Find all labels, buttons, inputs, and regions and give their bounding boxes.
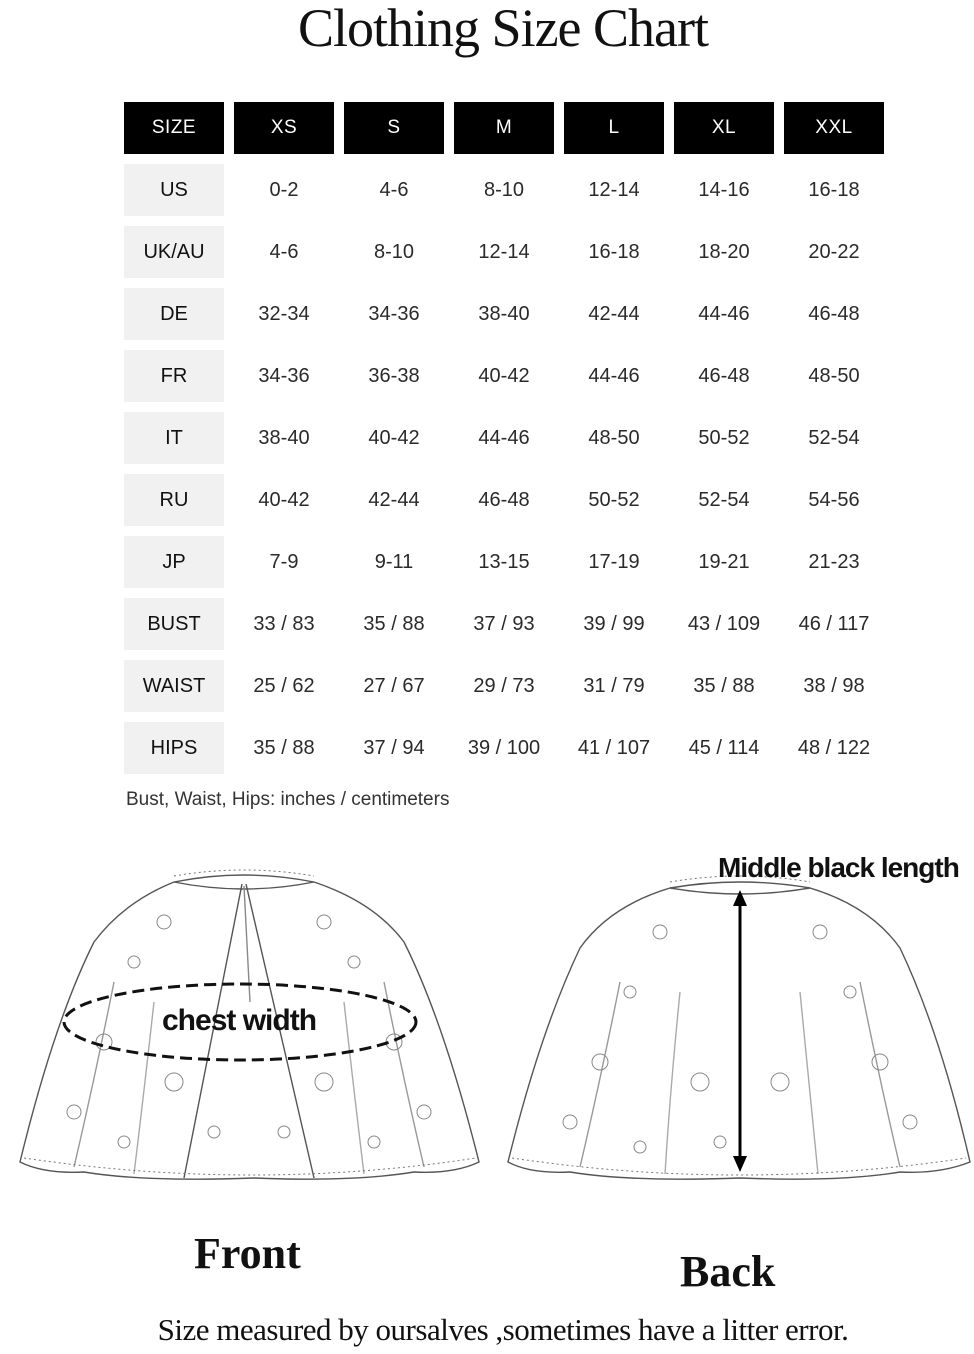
header-cell: SIZE	[124, 102, 224, 154]
table-row	[124, 350, 884, 402]
units-note: Bust, Waist, Hips: inches / centimeters	[126, 789, 450, 810]
table-cell: 35 / 88	[253, 736, 315, 759]
table-cell: 16-18	[808, 178, 860, 201]
table-cell: 44-46	[478, 426, 530, 449]
table-cell: 32-34	[258, 302, 310, 325]
table-row	[124, 226, 884, 278]
table-row	[124, 474, 884, 526]
table-cell: 52-54	[808, 426, 860, 449]
row-label: IT	[124, 412, 224, 464]
table-cell: 35 / 88	[693, 674, 755, 697]
table-cell: 12-14	[478, 240, 530, 263]
footer-note: Size measured by oursalves ,sometimes have a litter error.	[157, 1312, 849, 1347]
table-cell: 29 / 73	[473, 674, 535, 697]
table-cell: 27 / 67	[363, 674, 425, 697]
table-cell: 50-52	[698, 426, 750, 449]
table-cell: 34-36	[258, 364, 310, 387]
table-cell: 36-38	[368, 364, 420, 387]
table-cell: 21-23	[808, 550, 860, 573]
table-cell: 7-9	[269, 550, 299, 573]
header-cell: M	[454, 102, 554, 154]
table-cell: 46-48	[478, 488, 530, 511]
table-cell: 38 / 98	[803, 674, 865, 697]
table-cell: 52-54	[698, 488, 750, 511]
table-cell: 50-52	[588, 488, 640, 511]
table-cell: 9-11	[374, 550, 414, 573]
table-cell: 46 / 117	[798, 612, 870, 635]
table-cell: 33 / 83	[253, 612, 315, 635]
table-cell: 44-46	[698, 302, 750, 325]
table-cell: 48-50	[588, 426, 640, 449]
row-label: WAIST	[124, 660, 224, 712]
table-cell: 31 / 79	[583, 674, 645, 697]
table-cell: 8-10	[373, 240, 415, 263]
header-cell: XXL	[784, 102, 884, 154]
size-table	[124, 102, 884, 784]
back-label: Back	[680, 1247, 776, 1296]
header-cell: XL	[674, 102, 774, 154]
table-cell: 44-46	[588, 364, 640, 387]
table-cell: 54-56	[808, 488, 860, 511]
table-cell: 38-40	[258, 426, 310, 449]
table-cell: 42-44	[368, 488, 420, 511]
row-label: BUST	[124, 598, 224, 650]
row-label: RU	[124, 474, 224, 526]
row-label: UK/AU	[124, 226, 224, 278]
table-cell: 48-50	[808, 364, 860, 387]
table-cell: 38-40	[478, 302, 530, 325]
middle-length-label: Middle black length	[718, 852, 959, 883]
table-cell: 8-10	[483, 178, 525, 201]
row-label: HIPS	[124, 722, 224, 774]
front-label: Front	[194, 1229, 301, 1278]
table-cell: 14-16	[698, 178, 750, 201]
table-row	[124, 288, 884, 340]
back-cape-illustration	[500, 862, 974, 1182]
table-row	[124, 536, 884, 588]
table-cell: 39 / 99	[583, 612, 645, 635]
table-cell: 43 / 109	[687, 612, 761, 635]
table-cell: 48 / 122	[797, 736, 871, 759]
table-cell: 41 / 107	[577, 736, 651, 759]
table-cell: 46-48	[808, 302, 860, 325]
table-cell: 12-14	[588, 178, 640, 201]
table-cell: 4-6	[269, 240, 299, 263]
table-cell: 37 / 93	[473, 612, 535, 635]
table-row	[124, 722, 884, 774]
table-cell: 46-48	[698, 364, 750, 387]
header-cell: S	[344, 102, 444, 154]
table-cell: 0-2	[269, 178, 299, 201]
table-cell: 18-20	[698, 240, 750, 263]
table-cell: 25 / 62	[253, 674, 315, 697]
table-header-row	[124, 102, 884, 154]
table-cell: 40-42	[478, 364, 530, 387]
row-label: FR	[124, 350, 224, 402]
table-cell: 17-19	[588, 550, 640, 573]
row-label: US	[124, 164, 224, 216]
table-row	[124, 164, 884, 216]
row-label: DE	[124, 288, 224, 340]
chest-width-label: chest width	[162, 1004, 317, 1037]
header-cell: L	[564, 102, 664, 154]
row-label: JP	[124, 536, 224, 588]
table-cell: 40-42	[258, 488, 310, 511]
table-cell: 45 / 114	[688, 736, 760, 759]
table-cell: 42-44	[588, 302, 640, 325]
table-cell: 16-18	[588, 240, 640, 263]
table-cell: 40-42	[368, 426, 420, 449]
table-cell: 20-22	[808, 240, 860, 263]
header-cell: XS	[234, 102, 334, 154]
table-cell: 35 / 88	[363, 612, 425, 635]
table-row	[124, 598, 884, 650]
table-cell: 37 / 94	[363, 736, 425, 759]
table-cell: 4-6	[379, 178, 409, 201]
table-cell: 39 / 100	[467, 736, 541, 759]
table-cell: 19-21	[698, 550, 750, 573]
table-cell: 34-36	[368, 302, 420, 325]
table-cell: 13-15	[478, 550, 530, 573]
table-row	[124, 660, 884, 712]
table-body	[124, 164, 884, 774]
table-row	[124, 412, 884, 464]
page-title: Clothing Size Chart	[298, 0, 708, 58]
